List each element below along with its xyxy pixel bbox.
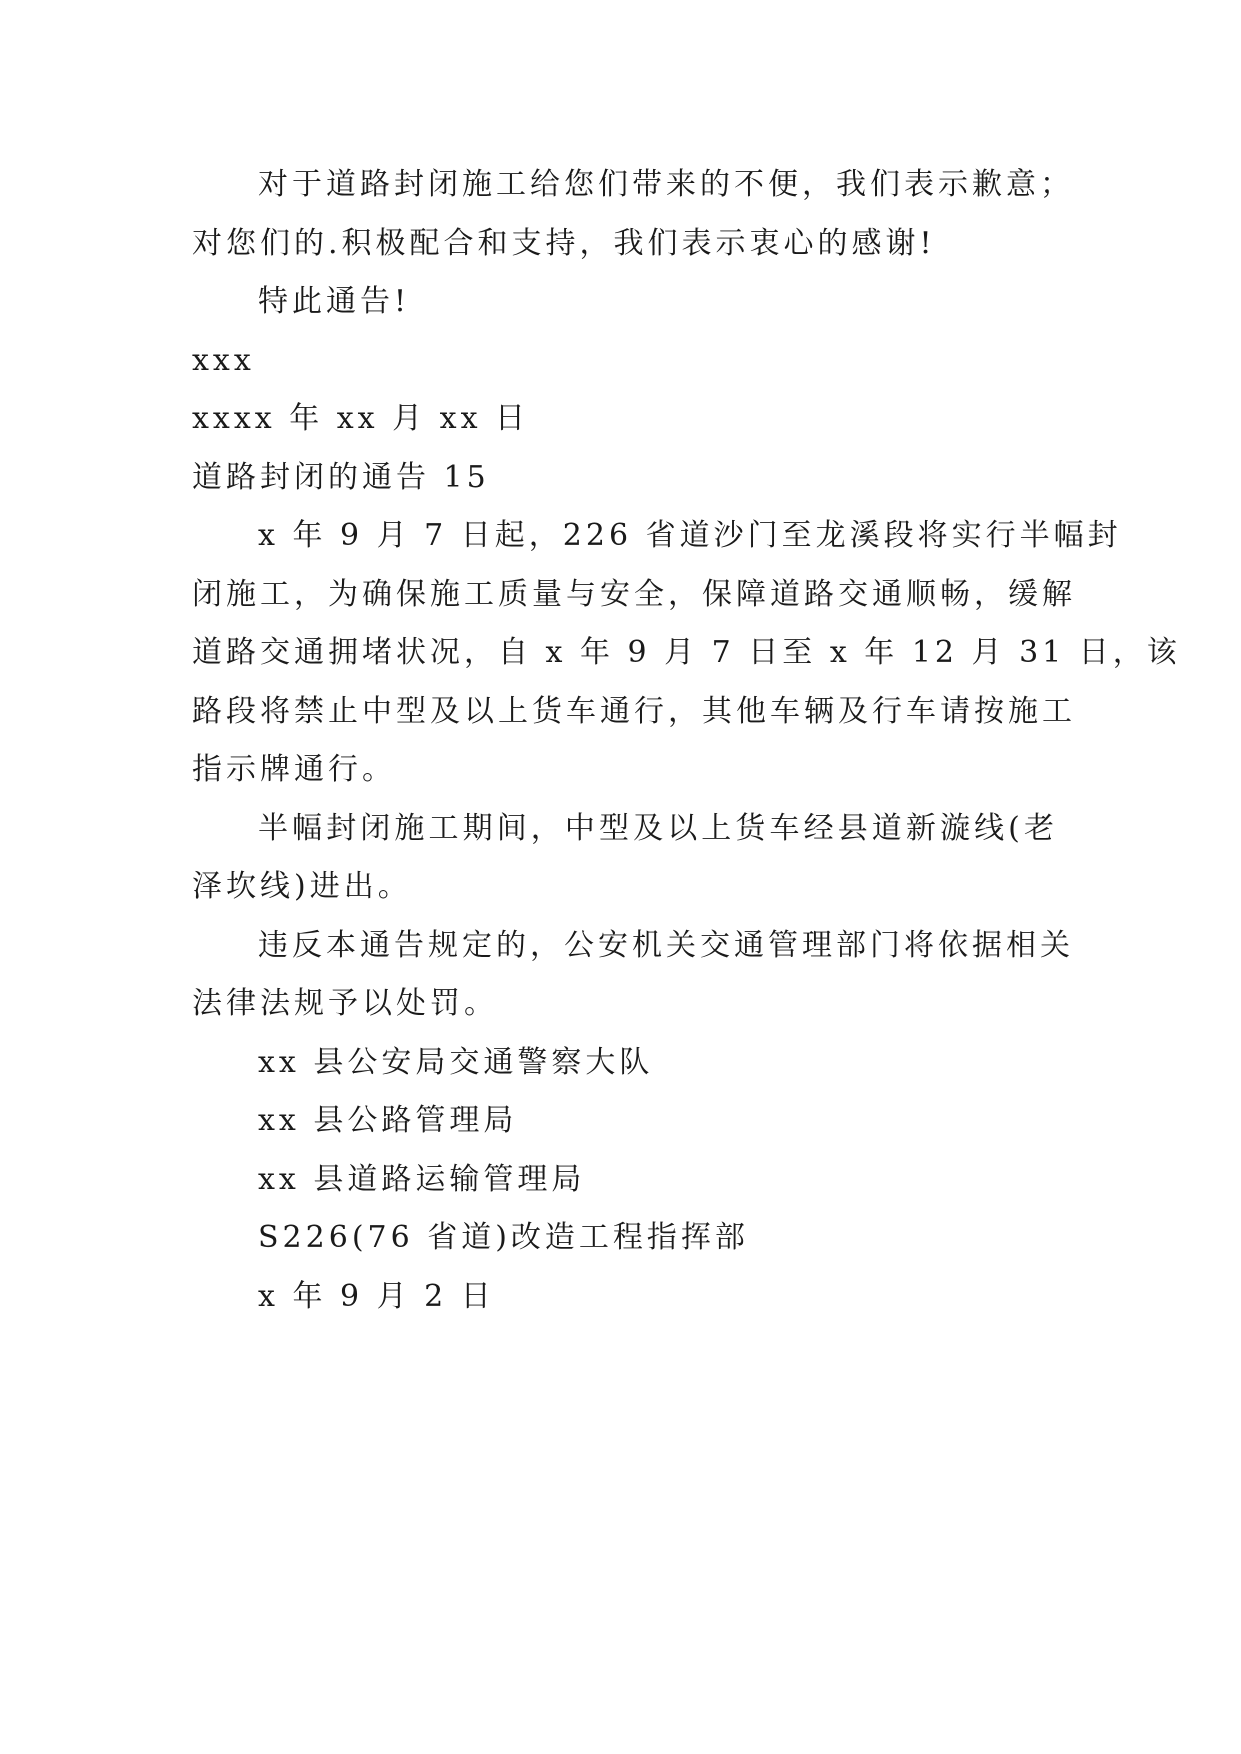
document-body bbox=[192, 156, 1181, 1326]
signatory-transport-bureau: xx 县道路运输管理局 bbox=[258, 1161, 586, 1197]
paragraph-3-line-2: 法律法规予以处罚。 bbox=[192, 986, 498, 1021]
apology-line-2: 对您们的.积极配合和支持，我们表示衷心的感谢! bbox=[192, 225, 936, 261]
paragraph-1-line-4: 路段将禁止中型及以上货车通行，其他车辆及行车请按施工 bbox=[192, 693, 1076, 729]
notice-title: 道路封闭的通告 15 bbox=[192, 459, 490, 495]
paragraph-2-line-2: 泽坎线)进出。 bbox=[192, 869, 412, 904]
paragraph-1-line-1: x 年 9 月 7 日起，226 省道沙门至龙溪段将实行半幅封 bbox=[258, 518, 1122, 553]
signatory-highway-bureau: xx 县公路管理局 bbox=[258, 1103, 518, 1138]
paragraph-1-line-2: 闭施工，为确保施工质量与安全，保障道路交通顺畅，缓解 bbox=[192, 576, 1076, 612]
paragraph-2-line-1: 半幅封闭施工期间，中型及以上货车经县道新漩线(老 bbox=[258, 810, 1058, 846]
signatory-project-hq: S226(76 省道)改造工程指挥部 bbox=[258, 1220, 749, 1255]
signature-date: x 年 9 月 2 日 bbox=[258, 1278, 495, 1314]
notice-closing: 特此通告! bbox=[258, 284, 411, 319]
paragraph-3-line-1: 违反本通告规定的，公安机关交通管理部门将依据相关 bbox=[258, 927, 1074, 963]
issuer-placeholder: xxx bbox=[192, 342, 255, 378]
signatory-traffic-police: xx 县公安局交通警察大队 bbox=[258, 1044, 654, 1080]
paragraph-1-line-3: 道路交通拥堵状况，自 x 年 9 月 7 日至 x 年 12 月 31 日，该 bbox=[192, 635, 1181, 670]
paragraph-1-line-5: 指示牌通行。 bbox=[192, 752, 396, 787]
issue-date-placeholder: xxxx 年 xx 月 xx 日 bbox=[192, 401, 530, 436]
apology-line-1: 对于道路封闭施工给您们带来的不便，我们表示歉意； bbox=[258, 167, 1074, 202]
